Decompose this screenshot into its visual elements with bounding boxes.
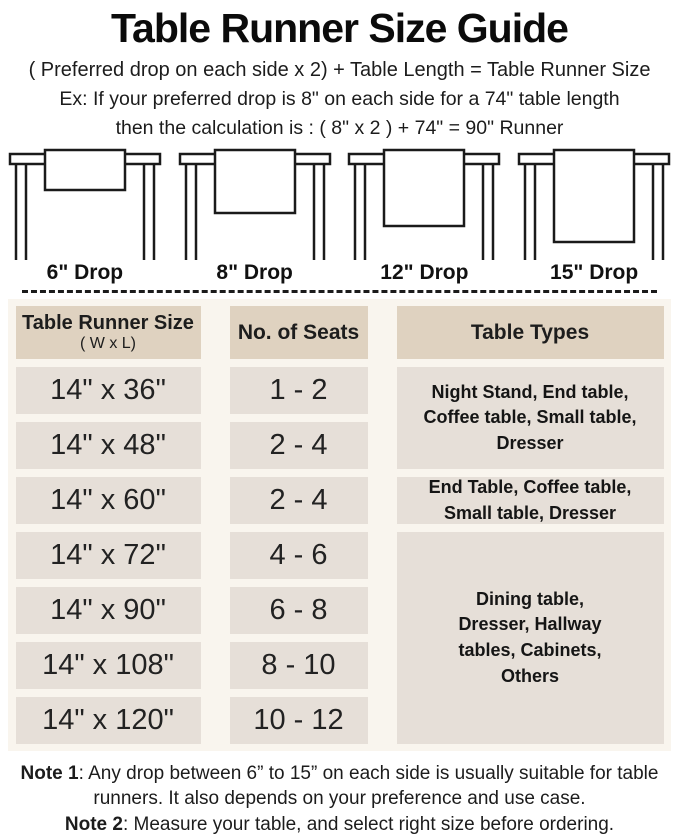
- notes-section: [6, 761, 673, 837]
- size-cell: 14" x 36": [16, 367, 201, 414]
- size-guide-page: [0, 5, 679, 837]
- table-types-text: Night Stand, End table, Coffee table, Small table, Dresser: [423, 381, 637, 453]
- header-table-types: [397, 306, 664, 359]
- table-illustration-6-drop: [0, 147, 170, 260]
- size-cell: 14" x 72": [16, 532, 201, 579]
- drop-label-8: 8" Drop: [216, 261, 293, 284]
- table-types-cell-small: [397, 367, 664, 469]
- dashed-divider: [22, 290, 657, 293]
- size-cell: 14" x 108": [16, 642, 201, 689]
- drop-illustrations: [0, 147, 679, 260]
- note-2-label: Note 2: [64, 813, 123, 835]
- header-seats: [230, 306, 368, 359]
- header-table-types-label: Table Types: [470, 320, 590, 344]
- table-runner-drawing-icon: [5, 147, 165, 260]
- drop-label-12: 12" Drop: [380, 261, 469, 284]
- size-table: [8, 299, 671, 751]
- seats-cell: 8 - 10: [230, 642, 368, 689]
- table-illustration-12-drop: [340, 147, 510, 260]
- size-cell: 14" x 90": [16, 587, 201, 634]
- header-seats-label: No. of Seats: [237, 320, 360, 344]
- note-2-text: : Measure your table, and select right size before ordering.: [122, 813, 615, 835]
- table-runner-drawing-icon: [175, 147, 335, 260]
- note-2: [6, 812, 673, 837]
- table-runner-drawing-icon: [514, 147, 674, 260]
- formula-text: ( Preferred drop on each side x 2) + Table Length = Table Runner Size: [28, 59, 651, 81]
- size-cell: 14" x 60": [16, 477, 201, 524]
- seats-cell: 2 - 4: [230, 477, 368, 524]
- seats-cell: 1 - 2: [230, 367, 368, 414]
- drop-label-15: 15" Drop: [550, 261, 639, 284]
- seats-cell: 6 - 8: [230, 587, 368, 634]
- note-1: [6, 761, 673, 812]
- table-types-cell-medium: [397, 477, 664, 524]
- drop-labels-row: [0, 261, 679, 285]
- header-runner-size-title: Table Runner Size: [22, 312, 194, 335]
- header-runner-size-sub: ( W x L): [80, 335, 136, 353]
- table-illustration-8-drop: [170, 147, 340, 260]
- size-cell: 14" x 120": [16, 697, 201, 744]
- page-title: Table Runner Size Guide: [111, 5, 568, 51]
- drop-label-6: 6" Drop: [46, 261, 124, 284]
- header-runner-size: [16, 306, 201, 359]
- table-types-cell-large: [397, 532, 664, 744]
- table-types-text: End Table, Coffee table, Small table, Dresser: [428, 476, 632, 523]
- seats-cell: 4 - 6: [230, 532, 368, 579]
- example-line-1: Ex: If your preferred drop is 8" on each side for a 74" table length: [59, 88, 620, 110]
- seats-cell: 2 - 4: [230, 422, 368, 469]
- example-line-2: then the calculation is : ( 8" x 2 ) + 74" = 90" Runner: [115, 117, 564, 139]
- table-illustration-15-drop: [509, 147, 679, 260]
- table-runner-drawing-icon: [344, 147, 504, 260]
- note-1-text: : Any drop between 6” to 15” on each side is usually suitable for table runners. It also depends on your preference and use case.: [78, 763, 659, 810]
- note-1-label: Note 1: [20, 763, 79, 784]
- table-types-text: Dining table, Dresser, Hallway tables, Cabinets, Others: [458, 588, 602, 686]
- seats-cell: 10 - 12: [230, 697, 368, 744]
- size-cell: 14" x 48": [16, 422, 201, 469]
